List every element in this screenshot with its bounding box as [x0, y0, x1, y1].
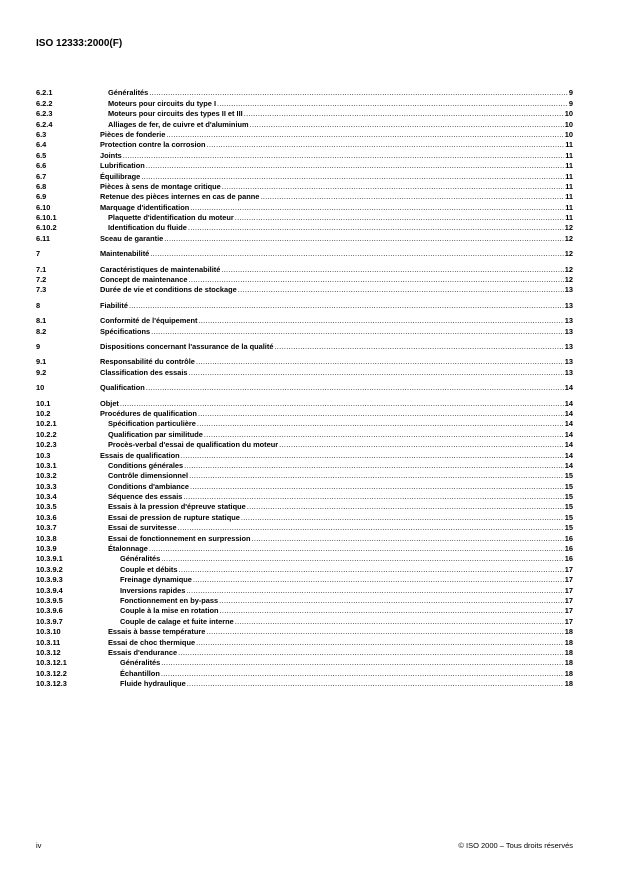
toc-entry-number: 10.3.12.3 — [36, 679, 67, 689]
toc-entry-number: 10.3.2 — [36, 471, 57, 481]
toc-entry — [36, 461, 573, 471]
toc-dot-leader — [250, 120, 564, 130]
toc-entry-page: 17 — [564, 595, 573, 605]
toc-entry — [36, 202, 573, 212]
toc-dot-leader — [189, 368, 564, 378]
toc-entry-number: 10.3.9.7 — [36, 616, 63, 626]
toc-entry-page: 9 — [568, 98, 573, 108]
toc-entry-number: 10.2.2 — [36, 429, 57, 439]
toc-entry — [36, 249, 573, 259]
toc-entry-number: 6.2.3 — [36, 109, 53, 119]
toc-entry-title: Essai de fonctionnement en surpression — [108, 533, 251, 543]
toc-entry-page: 14 — [564, 460, 573, 470]
toc-entry-number: 10.3.8 — [36, 533, 57, 543]
toc-entry-title: Lubrification — [100, 161, 145, 171]
toc-entry — [36, 119, 573, 129]
toc-entry-title: Dispositions concernant l'assurance de la qualité — [100, 341, 274, 351]
toc-entry — [36, 171, 573, 181]
toc-entry-title: Freinage dynamique — [120, 575, 192, 585]
toc-dot-leader — [221, 265, 563, 275]
toc-entry-number: 6.11 — [36, 233, 50, 243]
toc-entry — [36, 383, 573, 393]
toc-entry-page: 9 — [568, 88, 573, 98]
toc-entry-number: 9.1 — [36, 357, 47, 367]
toc-entry — [36, 596, 573, 606]
toc-entry-number: 10.3.11 — [36, 637, 61, 647]
toc-entry-title: Responsabilité du contrôle — [100, 357, 195, 367]
toc-entry-page: 18 — [564, 658, 573, 668]
toc-entry-title: Spécification particulière — [108, 419, 196, 429]
table-of-contents — [36, 88, 573, 689]
toc-entry-page: 18 — [564, 627, 573, 637]
toc-dot-leader — [186, 586, 563, 596]
toc-entry-number: 10.3.9.1 — [36, 554, 63, 564]
toc-dot-leader — [198, 409, 564, 419]
toc-entry — [36, 150, 573, 160]
toc-entry-page: 17 — [564, 585, 573, 595]
toc-entry-title: Sceau de garantie — [100, 233, 164, 243]
toc-dot-leader — [166, 130, 563, 140]
toc-entry-title: Spécifications — [100, 326, 151, 336]
toc-entry-number: 10.3.12.1 — [36, 658, 67, 668]
toc-dot-leader — [146, 161, 564, 171]
document-header: ISO 12333:2000(F) — [36, 38, 123, 49]
toc-entry — [36, 658, 573, 668]
toc-entry-page: 13 — [564, 316, 573, 326]
toc-entry — [36, 585, 573, 595]
toc-entry-title: Marquage d'identification — [100, 202, 190, 212]
toc-entry-page: 14 — [564, 419, 573, 429]
toc-entry-number: 6.10 — [36, 202, 51, 212]
toc-entry-number: 10.3.5 — [36, 502, 57, 512]
toc-entry-page: 18 — [564, 637, 573, 647]
toc-entry-title: Durée de vie et conditions de stockage — [100, 285, 237, 295]
toc-dot-leader — [179, 565, 564, 575]
toc-entry-title: Équilibrage — [100, 171, 141, 181]
toc-entry-number: 10.3.1 — [36, 460, 57, 470]
toc-entry-number: 6.5 — [36, 150, 47, 160]
toc-entry — [36, 223, 573, 233]
toc-entry-page: 15 — [564, 502, 573, 512]
toc-entry-title: Couple à la mise en rotation — [120, 606, 219, 616]
toc-dot-leader — [150, 249, 563, 259]
toc-entry-number: 6.10.1 — [36, 213, 57, 223]
toc-entry — [36, 233, 573, 243]
toc-entry-title: Généralités — [120, 554, 161, 564]
toc-entry — [36, 575, 573, 585]
toc-dot-leader — [141, 172, 564, 182]
toc-entry — [36, 182, 573, 192]
toc-entry-number: 9 — [36, 341, 41, 351]
toc-entry-title: Couple de calage et fuite interne — [120, 616, 234, 626]
toc-entry-number: 9.2 — [36, 367, 47, 377]
toc-entry-page: 18 — [564, 647, 573, 657]
toc-entry-number: 10.3.9.6 — [36, 606, 63, 616]
toc-entry — [36, 109, 573, 119]
toc-dot-leader — [178, 523, 564, 533]
toc-entry-title: Généralités — [120, 658, 161, 668]
toc-dot-leader — [161, 554, 564, 564]
toc-entry-page: 15 — [564, 512, 573, 522]
toc-entry-number: 7 — [36, 249, 41, 259]
toc-entry-page: 13 — [564, 341, 573, 351]
toc-entry — [36, 668, 573, 678]
toc-entry-page: 12 — [564, 249, 573, 259]
toc-entry-page: 15 — [564, 523, 573, 533]
toc-entry-title: Caractéristiques de maintenabilité — [100, 264, 221, 274]
toc-entry-page: 10 — [564, 129, 573, 139]
toc-entry-page: 11 — [565, 150, 573, 160]
toc-entry-title: Moteurs pour circuits du type I — [108, 98, 216, 108]
toc-entry-number: 10.3 — [36, 450, 51, 460]
toc-entry — [36, 285, 573, 295]
toc-dot-leader — [196, 638, 564, 648]
toc-dot-leader — [164, 234, 564, 244]
toc-dot-leader — [197, 419, 564, 429]
toc-entry — [36, 554, 573, 564]
toc-entry-title: Concept de maintenance — [100, 275, 188, 285]
toc-entry — [36, 481, 573, 491]
footer-page-number: iv — [36, 841, 42, 850]
toc-dot-leader — [181, 451, 564, 461]
toc-entry-page: 17 — [564, 616, 573, 626]
toc-entry-number: 6.9 — [36, 192, 47, 202]
toc-dot-leader — [220, 606, 564, 616]
toc-entry-title: Essais à basse température — [108, 627, 206, 637]
toc-dot-leader — [244, 109, 564, 119]
toc-dot-leader — [198, 316, 563, 326]
toc-entry-page: 11 — [565, 202, 573, 212]
toc-entry-page: 11 — [565, 140, 573, 150]
toc-dot-leader — [204, 430, 564, 440]
toc-entry-number: 10.2.1 — [36, 419, 57, 429]
toc-entry — [36, 512, 573, 522]
toc-entry — [36, 130, 573, 140]
toc-entry — [36, 492, 573, 502]
toc-entry-page: 17 — [564, 575, 573, 585]
toc-entry-page: 11 — [565, 161, 573, 171]
toc-entry-title: Alliages de fer, de cuivre et d'aluminium — [108, 119, 249, 129]
toc-dot-leader — [187, 679, 564, 689]
toc-entry-title: Essais de qualification — [100, 450, 180, 460]
toc-dot-leader — [206, 627, 563, 637]
toc-entry-title: Couple et débits — [120, 564, 178, 574]
toc-entry-title: Essai de pression de rupture statique — [108, 512, 240, 522]
toc-entry-title: Moteurs pour circuits des types II et III — [108, 109, 243, 119]
toc-dot-leader — [196, 357, 564, 367]
toc-entry — [36, 357, 573, 367]
toc-entry-page: 14 — [564, 398, 573, 408]
toc-entry-page: 14 — [564, 429, 573, 439]
toc-entry-page: 10 — [564, 109, 573, 119]
toc-entry-number: 10.3.9.5 — [36, 595, 63, 605]
toc-entry-number: 6.6 — [36, 161, 47, 171]
toc-dot-leader — [241, 513, 564, 523]
toc-entry — [36, 342, 573, 352]
toc-entry-title: Plaquette d'identification du moteur — [108, 213, 234, 223]
toc-entry — [36, 264, 573, 274]
toc-entry-number: 6.4 — [36, 140, 47, 150]
toc-dot-leader — [219, 596, 564, 606]
toc-dot-leader — [178, 648, 564, 658]
toc-entry-number: 10.3.4 — [36, 492, 57, 502]
toc-dot-leader — [222, 182, 564, 192]
toc-entry-page: 12 — [564, 275, 573, 285]
toc-entry — [36, 440, 573, 450]
toc-entry — [36, 502, 573, 512]
toc-entry — [36, 544, 573, 554]
toc-entry — [36, 533, 573, 543]
toc-entry-number: 8.2 — [36, 326, 47, 336]
toc-dot-leader — [279, 440, 564, 450]
toc-entry-page: 13 — [564, 285, 573, 295]
toc-entry — [36, 192, 573, 202]
toc-entry — [36, 161, 573, 171]
toc-dot-leader — [189, 471, 564, 481]
toc-entry-page: 16 — [564, 544, 573, 554]
toc-dot-leader — [120, 399, 564, 409]
toc-entry-title: Joints — [100, 150, 122, 160]
toc-entry-page: 15 — [564, 481, 573, 491]
toc-entry — [36, 419, 573, 429]
toc-entry-number: 10.2.3 — [36, 440, 57, 450]
toc-entry-title: Essai de choc thermique — [108, 637, 196, 647]
toc-dot-leader — [274, 342, 563, 352]
toc-entry — [36, 471, 573, 481]
toc-entry — [36, 398, 573, 408]
toc-entry-page: 14 — [564, 383, 573, 393]
footer-copyright: © ISO 2000 – Tous droits réservés — [458, 841, 573, 850]
toc-dot-leader — [151, 327, 564, 337]
toc-entry — [36, 326, 573, 336]
toc-dot-leader — [190, 482, 564, 492]
toc-dot-leader — [129, 301, 564, 311]
toc-entry — [36, 616, 573, 626]
toc-dot-leader — [184, 461, 564, 471]
toc-entry-title: Procès-verbal d'essai de qualification du moteur — [108, 440, 279, 450]
toc-dot-leader — [188, 275, 563, 285]
toc-entry-page: 12 — [564, 233, 573, 243]
toc-entry-title: Fluide hydraulique — [120, 679, 186, 689]
toc-entry-number: 6.2.1 — [36, 88, 53, 98]
toc-entry-title: Fonctionnement en by-pass — [120, 595, 219, 605]
toc-entry-number: 10.3.9.3 — [36, 575, 63, 585]
toc-dot-leader — [235, 617, 564, 627]
toc-entry-page: 14 — [564, 440, 573, 450]
toc-entry — [36, 450, 573, 460]
toc-entry-title: Fiabilité — [100, 300, 128, 310]
toc-entry-title: Classification des essais — [100, 367, 188, 377]
toc-dot-leader — [190, 203, 564, 213]
toc-entry-number: 8 — [36, 300, 41, 310]
toc-entry-number: 10.2 — [36, 408, 51, 418]
toc-dot-leader — [161, 658, 564, 668]
toc-entry-page: 15 — [564, 471, 573, 481]
toc-entry-page: 13 — [564, 357, 573, 367]
toc-entry-number: 10.3.3 — [36, 481, 57, 491]
toc-entry-title: Qualification par similitude — [108, 429, 203, 439]
toc-entry-title: Échantillon — [120, 668, 160, 678]
toc-entry-title: Étalonnage — [108, 544, 148, 554]
toc-dot-leader — [149, 544, 564, 554]
toc-entry-number: 6.3 — [36, 129, 47, 139]
toc-entry — [36, 637, 573, 647]
toc-entry-title: Séquence des essais — [108, 492, 183, 502]
toc-entry-page: 11 — [565, 192, 573, 202]
toc-entry-number: 7.3 — [36, 285, 47, 295]
toc-entry-page: 13 — [564, 300, 573, 310]
toc-entry — [36, 606, 573, 616]
toc-entry-number: 10.3.12.2 — [36, 668, 67, 678]
toc-entry — [36, 140, 573, 150]
toc-entry-page: 11 — [565, 213, 573, 223]
toc-entry-title: Pièces de fonderie — [100, 129, 166, 139]
toc-entry-title: Essai de survitesse — [108, 523, 177, 533]
toc-entry — [36, 564, 573, 574]
toc-dot-leader — [235, 213, 564, 223]
toc-entry-page: 17 — [564, 564, 573, 574]
toc-entry-number: 8.1 — [36, 316, 47, 326]
toc-entry-number: 10.3.10 — [36, 627, 61, 637]
toc-entry-number: 10.3.12 — [36, 647, 61, 657]
toc-dot-leader — [207, 140, 565, 150]
toc-entry-page: 14 — [564, 408, 573, 418]
toc-entry — [36, 300, 573, 310]
toc-entry — [36, 98, 573, 108]
toc-dot-leader — [217, 99, 568, 109]
toc-dot-leader — [260, 192, 564, 202]
toc-entry — [36, 409, 573, 419]
toc-entry — [36, 679, 573, 689]
toc-entry-number: 10.1 — [36, 398, 51, 408]
toc-entry-number: 10.3.9 — [36, 544, 57, 554]
toc-entry-number: 7.2 — [36, 275, 47, 285]
toc-dot-leader — [193, 575, 564, 585]
toc-dot-leader — [183, 492, 563, 502]
toc-entry — [36, 275, 573, 285]
toc-entry-page: 13 — [564, 367, 573, 377]
toc-entry-title: Identification du fluide — [108, 223, 187, 233]
toc-entry-number: 6.2.2 — [36, 98, 53, 108]
toc-entry-page: 15 — [564, 492, 573, 502]
toc-entry-title: Conditions générales — [108, 460, 184, 470]
toc-entry — [36, 429, 573, 439]
toc-entry — [36, 648, 573, 658]
toc-entry — [36, 367, 573, 377]
toc-entry-page: 12 — [564, 223, 573, 233]
toc-entry-number: 10 — [36, 383, 45, 393]
toc-entry-number: 10.3.9.4 — [36, 585, 63, 595]
toc-dot-leader — [149, 88, 568, 98]
toc-entry-title: Maintenabilité — [100, 249, 150, 259]
toc-entry — [36, 627, 573, 637]
toc-entry-page: 11 — [565, 171, 573, 181]
toc-dot-leader — [123, 151, 564, 161]
toc-dot-leader — [252, 534, 564, 544]
toc-entry-page: 10 — [564, 119, 573, 129]
toc-entry-page: 18 — [564, 668, 573, 678]
toc-entry-number: 10.3.7 — [36, 523, 57, 533]
toc-entry-title: Retenue des pièces internes en cas de panne — [100, 192, 260, 202]
toc-entry-number: 6.8 — [36, 181, 47, 191]
toc-entry-number: 6.10.2 — [36, 223, 57, 233]
toc-entry-title: Contrôle dimensionnel — [108, 471, 189, 481]
toc-entry-title: Conformité de l'équipement — [100, 316, 198, 326]
toc-entry-title: Essais d'endurance — [108, 647, 178, 657]
toc-dot-leader — [188, 223, 564, 233]
toc-entry-title: Pièces à sens de montage critique — [100, 181, 221, 191]
toc-entry-page: 13 — [564, 326, 573, 336]
toc-entry-title: Généralités — [108, 88, 149, 98]
toc-entry-title: Inversions rapides — [120, 585, 186, 595]
toc-entry-title: Protection contre la corrosion — [100, 140, 206, 150]
toc-entry-page: 18 — [564, 679, 573, 689]
toc-dot-leader — [146, 383, 564, 393]
toc-entry-page: 17 — [564, 606, 573, 616]
toc-dot-leader — [247, 502, 564, 512]
toc-entry — [36, 88, 573, 98]
toc-entry-title: Conditions d'ambiance — [108, 481, 190, 491]
toc-entry-number: 7.1 — [36, 264, 47, 274]
toc-entry-page: 11 — [565, 181, 573, 191]
toc-entry-number: 6.2.4 — [36, 119, 53, 129]
toc-entry-page: 16 — [564, 554, 573, 564]
toc-entry-number: 10.3.6 — [36, 512, 57, 522]
toc-entry — [36, 523, 573, 533]
toc-entry-page: 16 — [564, 533, 573, 543]
toc-entry-title: Qualification — [100, 383, 145, 393]
toc-entry-page: 12 — [564, 264, 573, 274]
toc-entry-title: Objet — [100, 398, 119, 408]
toc-entry-number: 6.7 — [36, 171, 47, 181]
toc-dot-leader — [161, 669, 564, 679]
toc-entry — [36, 213, 573, 223]
toc-dot-leader — [238, 285, 564, 295]
toc-entry-number: 10.3.9.2 — [36, 564, 63, 574]
toc-entry — [36, 316, 573, 326]
toc-entry-title: Procédures de qualification — [100, 408, 197, 418]
toc-entry-title: Essais à la pression d'épreuve statique — [108, 502, 246, 512]
toc-entry-page: 14 — [564, 450, 573, 460]
